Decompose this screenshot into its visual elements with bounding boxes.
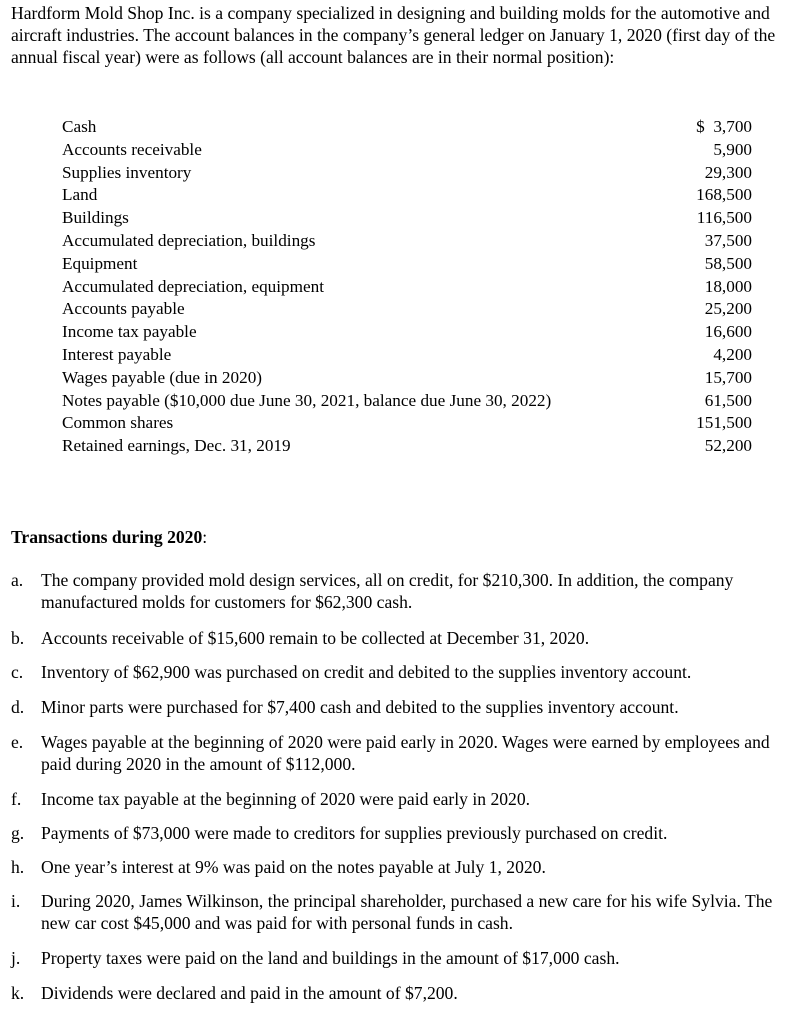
account-amount: 37,500 [704, 230, 752, 250]
account-name: Accumulated depreciation, equipment [62, 276, 325, 296]
account-amount: 168,500 [696, 185, 752, 205]
transaction-letter: e. [11, 732, 24, 752]
transaction-text: Minor parts were purchased for $7,400 cash and debited to the supplies inventory account. [41, 697, 679, 717]
account-name: Supplies inventory [62, 162, 192, 182]
transaction-text: During 2020, James Wilkinson, the principal shareholder, purchased a new care for his wife Sylvia. The new car cost $45,000 and was paid for with personal funds in cash. [41, 891, 773, 933]
balance-row [62, 298, 752, 321]
transaction-text: Accounts receivable of $15,600 remain to be collected at December 31, 2020. [41, 628, 590, 648]
account-name: Cash [62, 117, 97, 136]
transaction-text: Income tax payable at the beginning of 2020 were paid early in 2020. [41, 789, 531, 809]
account-name: Land [62, 185, 98, 205]
account-name: Common shares [62, 413, 174, 433]
account-amount: 18,000 [704, 276, 752, 296]
account-amount: 52,200 [704, 436, 752, 456]
account-amount: 5,900 [713, 139, 752, 159]
transaction-letter: c. [11, 662, 24, 682]
intro-paragraph: Hardform Mold Shop Inc. is a company specialized in designing and building molds for the automotive and aircraft industries. The account balances in the company’s general ledger on January 1, 2020 (first day of the annual fiscal year) were as follows (all account balances are in their normal position): [11, 3, 776, 67]
balance-row [62, 276, 752, 299]
balance-row [62, 390, 752, 413]
balance-row [62, 435, 752, 458]
transactions-heading [11, 527, 207, 548]
account-amount: $ 3,700 [696, 117, 752, 136]
account-name: Accumulated depreciation, buildings [62, 230, 316, 250]
transaction-text: The company provided mold design services, all on credit, for $210,300. In addition, the company manufactured molds for customers for $62,300 cash. [41, 570, 734, 612]
transaction-text: Dividends were declared and paid in the amount of $7,200. [41, 983, 458, 1003]
account-amount: 116,500 [696, 208, 752, 228]
transaction-letter: b. [11, 628, 25, 648]
account-amount: 4,200 [713, 344, 752, 364]
balance-row [62, 162, 752, 185]
transaction-text: Payments of $73,000 were made to creditors for supplies previously purchased on credit. [41, 823, 668, 843]
account-name: Accounts payable [62, 299, 185, 319]
transaction-letter: i. [11, 891, 21, 911]
transaction-letter: g. [11, 823, 25, 843]
account-name: Buildings [62, 208, 129, 228]
balance-row [62, 139, 752, 162]
account-balances-table [62, 116, 752, 458]
balance-row [62, 230, 752, 253]
account-amount: 15,700 [704, 367, 752, 387]
balance-row [62, 253, 752, 276]
account-name: Income tax payable [62, 322, 197, 342]
transaction-letter: j. [11, 948, 21, 968]
account-name: Wages payable (due in 2020) [62, 367, 263, 387]
account-name: Notes payable ($10,000 due June 30, 2021, balance due June 30, 2022) [62, 390, 552, 410]
account-amount: 61,500 [704, 390, 752, 410]
account-amount: 151,500 [696, 413, 752, 433]
transaction-letter: k. [11, 983, 25, 1003]
transactions-heading-text: Transactions during 2020 [11, 527, 203, 547]
account-amount: 29,300 [704, 162, 752, 182]
transaction-letter: d. [11, 697, 25, 717]
transaction-letter: f. [11, 789, 22, 809]
account-name: Equipment [62, 253, 138, 273]
balance-row [62, 184, 752, 207]
transactions-heading-colon: : [202, 527, 208, 547]
balance-row [62, 321, 752, 344]
account-amount: 58,500 [704, 253, 752, 273]
balance-row [62, 344, 752, 367]
transaction-letter: a. [11, 570, 24, 590]
transaction-text: One year’s interest at 9% was paid on the notes payable at July 1, 2020. [41, 857, 546, 877]
balance-row [62, 116, 752, 139]
account-amount: 25,200 [704, 299, 752, 319]
balance-row [62, 207, 752, 230]
account-name: Accounts receivable [62, 139, 202, 159]
account-name: Retained earnings, Dec. 31, 2019 [62, 436, 291, 456]
transaction-text: Inventory of $62,900 was purchased on credit and debited to the supplies inventory account. [41, 662, 692, 682]
transaction-text: Wages payable at the beginning of 2020 were paid early in 2020. Wages were earned by employees and paid during 2020 in the amount of $112,000. [41, 732, 770, 774]
transaction-text: Property taxes were paid on the land and buildings in the amount of $17,000 cash. [41, 948, 620, 968]
balance-row [62, 367, 752, 390]
balance-row [62, 412, 752, 435]
transaction-letter: h. [11, 857, 25, 877]
account-amount: 16,600 [704, 322, 752, 342]
account-name: Interest payable [62, 344, 172, 364]
